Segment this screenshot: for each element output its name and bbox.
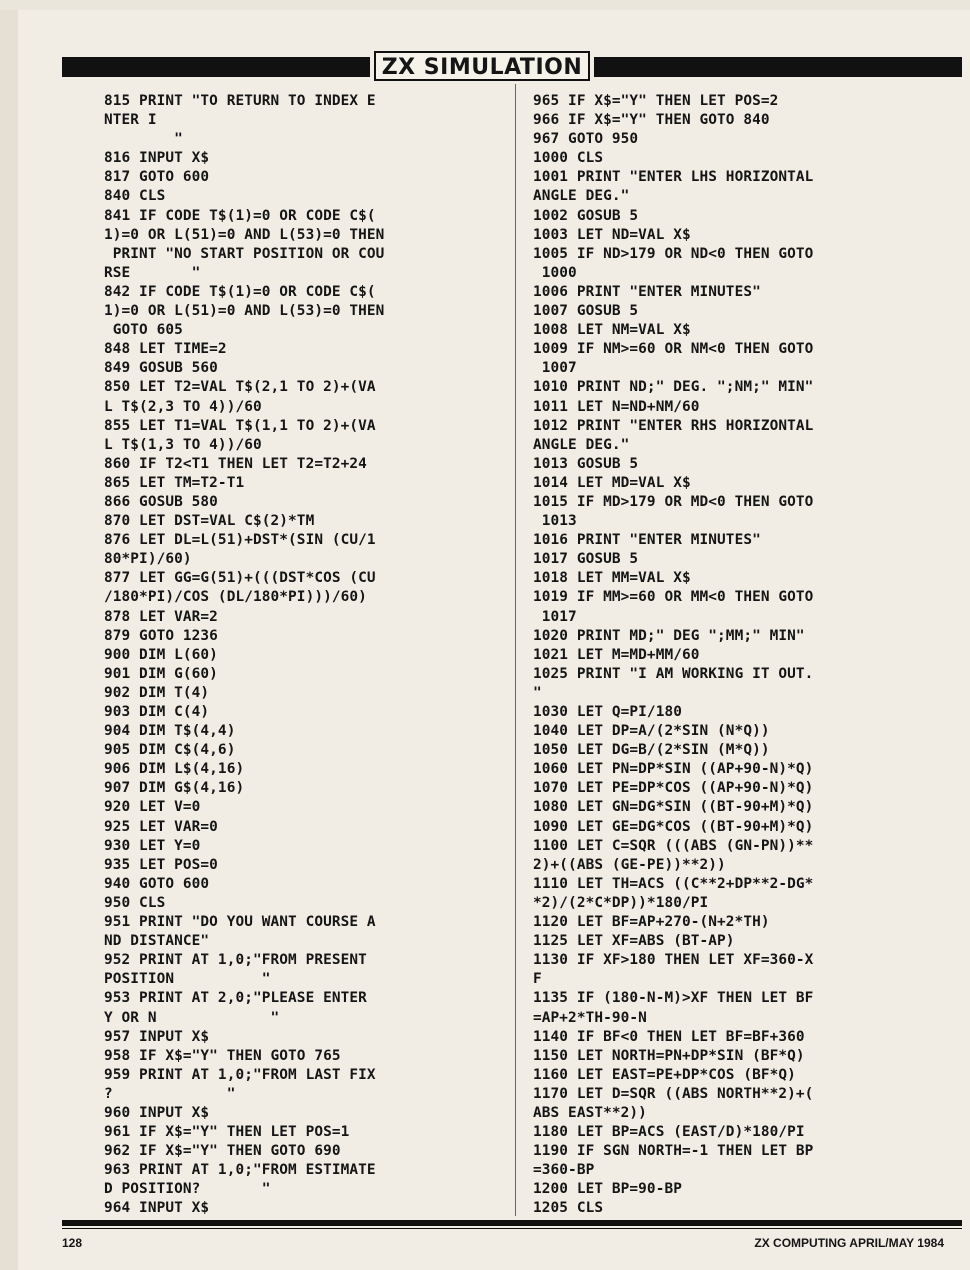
code-line: ? " bbox=[104, 1085, 236, 1102]
code-line: 967 GOTO 950 bbox=[533, 131, 639, 148]
code-line: 1050 LET DG=B/(2*SIN (M*Q)) bbox=[533, 742, 770, 759]
code-line: =360-BP bbox=[533, 1162, 595, 1179]
code-line: ND DISTANCE" bbox=[104, 933, 210, 950]
code-line: 964 INPUT X$ bbox=[104, 1200, 210, 1217]
code-line: 951 PRINT "DO YOU WANT COURSE A bbox=[104, 914, 376, 931]
code-line: 1011 LET N=ND+NM/60 bbox=[533, 398, 700, 415]
code-line: 957 INPUT X$ bbox=[104, 1028, 210, 1045]
code-line: 2)+((ABS (GE-PE))**2)) bbox=[533, 856, 726, 873]
code-line: 1110 LET TH=ACS ((C**2+DP**2-DG* bbox=[533, 875, 814, 892]
header-rule-left bbox=[62, 57, 370, 77]
page-edge bbox=[0, 0, 18, 1270]
code-line: 1000 bbox=[533, 264, 577, 281]
code-line: 1025 PRINT "I AM WORKING IT OUT. bbox=[533, 665, 814, 682]
code-line: 1017 GOSUB 5 bbox=[533, 551, 639, 568]
code-line: =AP+2*TH-90-N bbox=[533, 1009, 647, 1026]
code-line: 901 DIM G(60) bbox=[104, 665, 218, 682]
code-line: 959 PRINT AT 1,0;"FROM LAST FIX bbox=[104, 1066, 376, 1083]
code-line: 965 IF X$="Y" THEN LET POS=2 bbox=[533, 93, 779, 109]
code-line: 850 LET T2=VAL T$(2,1 TO 2)+(VA bbox=[104, 379, 376, 396]
code-line: 962 IF X$="Y" THEN GOTO 690 bbox=[104, 1143, 341, 1160]
code-line: 865 LET TM=T2-T1 bbox=[104, 474, 245, 491]
code-line: 1135 IF (180-N-M)>XF THEN LET BF bbox=[533, 990, 814, 1007]
code-line: 1021 LET M=MD+MM/60 bbox=[533, 646, 700, 663]
code-line: 1170 LET D=SQR ((ABS NORTH**2)+( bbox=[533, 1085, 814, 1102]
program-listing-left-column bbox=[104, 92, 439, 1219]
code-line: 1180 LET BP=ACS (EAST/D)*180/PI bbox=[533, 1124, 805, 1141]
code-line: 879 GOTO 1236 bbox=[104, 627, 218, 644]
code-line: 1030 LET Q=PI/180 bbox=[533, 704, 682, 720]
code-line: 1200 LET BP=90-BP bbox=[533, 1181, 682, 1198]
code-line: ANGLE DEG." bbox=[533, 188, 630, 205]
header-rule-right bbox=[594, 57, 962, 77]
code-line: 1150 LET NORTH=PN+DP*SIN (BF*Q) bbox=[533, 1047, 805, 1064]
code-line: 907 DIM G$(4,16) bbox=[104, 780, 245, 797]
page-footer bbox=[62, 1236, 962, 1256]
code-line: 80*PI)/60) bbox=[104, 551, 192, 568]
code-line: 877 LET GG=G(51)+(((DST*COS (CU bbox=[104, 570, 376, 587]
publication-info: ZX COMPUTING APRIL/MAY 1984 bbox=[754, 1236, 944, 1250]
code-line: 1020 PRINT MD;" DEG ";MM;" MIN" bbox=[533, 627, 805, 644]
footer-rule bbox=[62, 1220, 962, 1226]
code-line: 903 DIM C(4) bbox=[104, 704, 210, 720]
code-line: 860 IF T2<T1 THEN LET T2=T2+24 bbox=[104, 455, 367, 472]
code-line: 1002 GOSUB 5 bbox=[533, 207, 639, 224]
code-line: 876 LET DL=L(51)+DST*(SIN (CU/1 bbox=[104, 532, 376, 549]
code-line: D POSITION? " bbox=[104, 1181, 271, 1198]
footer-rule-thin bbox=[62, 1228, 962, 1229]
code-line: 1003 LET ND=VAL X$ bbox=[533, 226, 691, 243]
code-line: 935 LET POS=0 bbox=[104, 856, 218, 873]
code-line: 930 LET Y=0 bbox=[104, 837, 201, 854]
code-line: 1)=0 OR L(51)=0 AND L(53)=0 THEN bbox=[104, 303, 385, 320]
code-line: RSE " bbox=[104, 264, 201, 281]
code-line: 958 IF X$="Y" THEN GOTO 765 bbox=[104, 1047, 341, 1064]
code-line: 1010 PRINT ND;" DEG. ";NM;" MIN" bbox=[533, 379, 814, 396]
code-line: 1100 LET C=SQR (((ABS (GN-PN))** bbox=[533, 837, 814, 854]
code-line: 1016 PRINT "ENTER MINUTES" bbox=[533, 532, 761, 549]
code-line: 906 DIM L$(4,16) bbox=[104, 761, 245, 778]
code-line: 905 DIM C$(4,6) bbox=[104, 742, 236, 759]
code-line: 1160 LET EAST=PE+DP*COS (BF*Q) bbox=[533, 1066, 796, 1083]
code-line: 841 IF CODE T$(1)=0 OR CODE C$( bbox=[104, 207, 376, 224]
code-line: 1007 bbox=[533, 360, 577, 377]
code-line: F bbox=[533, 971, 542, 988]
code-line: L T$(1,3 TO 4))/60 bbox=[104, 436, 262, 453]
code-line: " bbox=[533, 684, 542, 701]
code-line: /180*PI)/COS (DL/180*PI)))/60) bbox=[104, 589, 367, 606]
code-line: Y OR N " bbox=[104, 1009, 280, 1026]
code-line: 925 LET VAR=0 bbox=[104, 818, 218, 835]
code-line: 840 CLS bbox=[104, 188, 166, 205]
code-line: 953 PRINT AT 2,0;"PLEASE ENTER bbox=[104, 990, 367, 1007]
code-line: 849 GOSUB 560 bbox=[104, 360, 218, 377]
code-line: 848 LET TIME=2 bbox=[104, 341, 227, 358]
code-line: 1120 LET BF=AP+270-(N+2*TH) bbox=[533, 914, 770, 931]
code-line: 963 PRINT AT 1,0;"FROM ESTIMATE bbox=[104, 1162, 376, 1179]
code-line: 1009 IF NM>=60 OR NM<0 THEN GOTO bbox=[533, 341, 814, 358]
code-line: 1008 LET NM=VAL X$ bbox=[533, 322, 691, 339]
code-line: 842 IF CODE T$(1)=0 OR CODE C$( bbox=[104, 283, 376, 300]
page-edge-top bbox=[0, 0, 970, 10]
code-line: 815 PRINT "TO RETURN TO INDEX E bbox=[104, 93, 376, 109]
code-line: 1205 CLS bbox=[533, 1200, 604, 1217]
code-line: 1130 IF XF>180 THEN LET XF=360-X bbox=[533, 952, 814, 969]
code-line: 940 GOTO 600 bbox=[104, 875, 210, 892]
code-line: 950 CLS bbox=[104, 894, 166, 911]
code-line: 1)=0 OR L(51)=0 AND L(53)=0 THEN bbox=[104, 226, 385, 243]
code-line: 1014 LET MD=VAL X$ bbox=[533, 474, 691, 491]
code-line: 1070 LET PE=DP*COS ((AP+90-N)*Q) bbox=[533, 780, 814, 797]
code-line: 1012 PRINT "ENTER RHS HORIZONTAL bbox=[533, 417, 814, 434]
code-line: 900 DIM L(60) bbox=[104, 646, 218, 663]
code-line: 870 LET DST=VAL C$(2)*TM bbox=[104, 513, 315, 530]
code-line: 1006 PRINT "ENTER MINUTES" bbox=[533, 283, 761, 300]
code-line: 960 INPUT X$ bbox=[104, 1104, 210, 1121]
code-line: 1090 LET GE=DG*COS ((BT-90+M)*Q) bbox=[533, 818, 814, 835]
code-line: ANGLE DEG." bbox=[533, 436, 630, 453]
code-line: 1140 IF BF<0 THEN LET BF=BF+360 bbox=[533, 1028, 805, 1045]
code-line: 1001 PRINT "ENTER LHS HORIZONTAL bbox=[533, 169, 814, 186]
code-line: 878 LET VAR=2 bbox=[104, 608, 218, 625]
code-line: 1015 IF MD>179 OR MD<0 THEN GOTO bbox=[533, 493, 814, 510]
program-listing-right-column bbox=[533, 92, 868, 1219]
code-line: ABS EAST**2)) bbox=[533, 1104, 647, 1121]
code-line: 902 DIM T(4) bbox=[104, 684, 210, 701]
code-line: 966 IF X$="Y" THEN GOTO 840 bbox=[533, 112, 770, 129]
code-line: 817 GOTO 600 bbox=[104, 169, 210, 186]
code-line: 1007 GOSUB 5 bbox=[533, 303, 639, 320]
code-line: 1190 IF SGN NORTH=-1 THEN LET BP bbox=[533, 1143, 814, 1160]
code-line: 1017 bbox=[533, 608, 577, 625]
code-line: L T$(2,3 TO 4))/60 bbox=[104, 398, 262, 415]
code-line: 1000 CLS bbox=[533, 150, 604, 167]
code-line: 920 LET V=0 bbox=[104, 799, 201, 816]
code-line: PRINT "NO START POSITION OR COU bbox=[104, 245, 385, 262]
code-line: 1005 IF ND>179 OR ND<0 THEN GOTO bbox=[533, 245, 814, 262]
code-line: 1018 LET MM=VAL X$ bbox=[533, 570, 691, 587]
code-line: 1060 LET PN=DP*SIN ((AP+90-N)*Q) bbox=[533, 761, 814, 778]
code-line: 1080 LET GN=DG*SIN ((BT-90+M)*Q) bbox=[533, 799, 814, 816]
code-line: POSITION " bbox=[104, 971, 271, 988]
column-divider bbox=[515, 84, 516, 1216]
code-line: 1040 LET DP=A/(2*SIN (N*Q)) bbox=[533, 723, 770, 740]
code-line: *2)/(2*C*DP))*180/PI bbox=[533, 894, 709, 911]
code-line: 816 INPUT X$ bbox=[104, 150, 210, 167]
section-header bbox=[62, 55, 962, 79]
code-line: 952 PRINT AT 1,0;"FROM PRESENT bbox=[104, 952, 367, 969]
code-line: 866 GOSUB 580 bbox=[104, 493, 218, 510]
code-line: 1125 LET XF=ABS (BT-AP) bbox=[533, 933, 735, 950]
code-line: 1013 GOSUB 5 bbox=[533, 455, 639, 472]
code-line: GOTO 605 bbox=[104, 322, 183, 339]
code-line: 904 DIM T$(4,4) bbox=[104, 723, 236, 740]
code-line: " bbox=[104, 131, 183, 148]
code-line: 855 LET T1=VAL T$(1,1 TO 2)+(VA bbox=[104, 417, 376, 434]
page-number: 128 bbox=[62, 1236, 83, 1250]
code-line: 961 IF X$="Y" THEN LET POS=1 bbox=[104, 1124, 350, 1141]
code-line: 1013 bbox=[533, 513, 577, 530]
code-line: NTER I bbox=[104, 112, 157, 129]
section-title: ZX SIMULATION bbox=[374, 51, 590, 81]
code-line: 1019 IF MM>=60 OR MM<0 THEN GOTO bbox=[533, 589, 814, 606]
